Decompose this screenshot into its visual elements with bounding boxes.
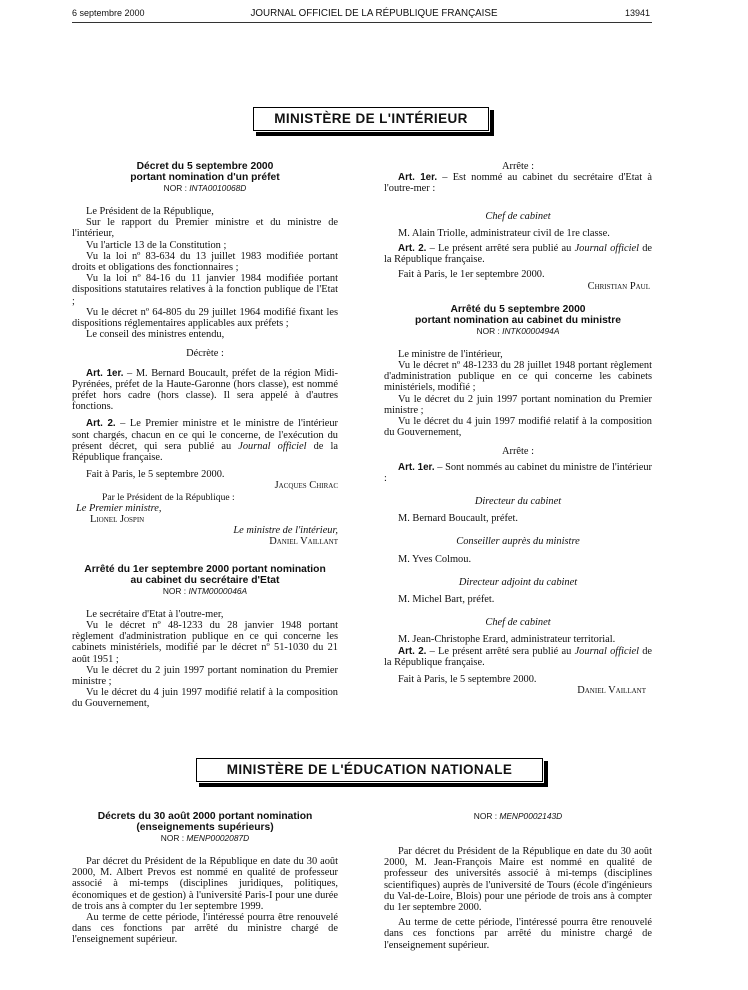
- arrete-2-role: Conseiller auprès du ministre: [456, 536, 580, 548]
- arrete-2-role: Directeur adjoint du cabinet: [458, 576, 578, 588]
- arrete-1-title-line-1: Arrêté du 1er septembre 2000 portant nomination: [84, 563, 326, 575]
- arrete-2-title-line-2: portant nomination au cabinet du ministre: [415, 314, 621, 326]
- par-le-president: Par le Président de la République :: [102, 491, 235, 503]
- arrete-2-nominee: M. Michel Bart, préfet.: [398, 594, 495, 606]
- arrete-2-nominee: M. Bernard Boucault, préfet.: [398, 513, 519, 525]
- arrete-2-para: Vu le décret du 2 juin 1997 portant nomination du Premier ministre ;: [384, 393, 652, 416]
- arrete-1-para: Le secrétaire d'Etat à l'outre-mer,: [86, 608, 224, 620]
- arrete-1-article-1: Art. 1er. – Est nommé au cabinet du secrétaire d'Etat à l'outre-mer :: [384, 172, 652, 195]
- arrete-1-nor: NOR : INTM0000046A: [162, 585, 248, 596]
- decret-fait: Fait à Paris, le 5 septembre 2000.: [86, 469, 225, 481]
- education-decret-2-para: Au terme de cette période, l'intéressé pourra être renouvelé dans ces fonctions par arrêté du ministre chargé de l'enseignement supérieur.: [384, 917, 652, 951]
- left-column-interieur: [72, 161, 338, 710]
- arrete-1-fait: Fait à Paris, le 1er septembre 2000.: [398, 269, 545, 281]
- ministre-interieur-label: Le ministre de l'intérieur,: [233, 525, 338, 537]
- decret-para: Vu la loi nº 84-16 du 11 janvier 1984 modifiée portant dispositions statutaires relatives à la fonction publique de l'Etat ;: [72, 273, 338, 307]
- signature-president: Jacques Chirac: [274, 480, 338, 492]
- arrete-1-role: Chef de cabinet: [485, 210, 551, 222]
- education-decret-title: [72, 811, 338, 833]
- arrete-2-arrete-label: Arrête :: [501, 446, 535, 458]
- decret-para: Vu le décret nº 64-805 du 29 juillet 1964 modifié fixant les dispositions réglementaires applicables aux préfets ;: [72, 306, 338, 330]
- arrete-2-article-1: Art. 1er. – Sont nommés au cabinet du ministre de l'intérieur :: [384, 461, 652, 484]
- education-decret-2-nor: NOR : MENP0002143D: [473, 811, 563, 821]
- education-decret-1-para: Au terme de cette période, l'intéressé pourra être renouvelé dans ces fonctions par arrêté du ministre chargé de l'enseignement supérieur.: [72, 912, 338, 946]
- education-decret-title-line-1: Décrets du 30 août 2000 portant nomination: [97, 811, 313, 822]
- decret-title-line-1: Décret du 5 septembre 2000: [136, 161, 274, 172]
- signature-secretaire-etat: Christian Paul: [587, 280, 650, 292]
- arrete-1-para: Vu le décret du 4 juin 1997 modifié relatif à la composition du Gouvernement,: [72, 687, 338, 710]
- header-rule: [72, 22, 652, 23]
- decrete-label: Décrète :: [186, 348, 224, 360]
- education-decret-1-nor: NOR : MENP0002087D: [160, 833, 250, 843]
- decret-nor: NOR : INTA0010068D: [163, 183, 247, 193]
- decret-para: Vu la loi nº 83-634 du 13 juillet 1983 modifiée portant droits et obligations des fonctionnaires ;: [72, 250, 338, 274]
- arrete-2-para: Vu le décret nº 48-1233 du 28 juillet 1948 portant règlement d'administration publique en ce qui concerne les cabinets ministériels, modifié ;: [384, 360, 652, 394]
- decret-para: Le Président de la République,: [86, 206, 214, 217]
- right-column-education: [384, 811, 652, 951]
- arrete-2-role: Chef de cabinet: [485, 617, 551, 629]
- arrete-1-title-line-2: au cabinet du secrétaire d'Etat: [130, 574, 280, 586]
- decret-article-1: Art. 1er. – M. Bernard Boucault, préfet de la région Midi-Pyrénées, préfet de la Haute-Garonne (hors classe), est nommé préfet hors cadre (hors classe). Il sera appelé à d'autres fonctions.: [72, 367, 338, 413]
- arrete-1-para: Vu le décret du 2 juin 1997 portant nomination du Premier ministre ;: [72, 664, 338, 687]
- arrete-2-fait: Fait à Paris, le 5 septembre 2000.: [398, 674, 537, 686]
- arrete-2-role: Directeur du cabinet: [474, 496, 562, 508]
- arrete-2-nor: NOR : INTK0000494A: [476, 325, 560, 336]
- decret-title: [72, 161, 338, 183]
- arrete-2-para: Le ministre de l'intérieur,: [398, 348, 503, 360]
- arrete-1-para: Vu le décret nº 48-1233 du 28 janvier 1948 portant règlement d'administration publique en ce qui concerne les cabinets ministériels, modifié par le décret nº 51-1030 du 21 août 1951 ;: [72, 619, 338, 665]
- arrete-2-title: [384, 304, 652, 326]
- arrete-1-article-2: Art. 2. – Le présent arrêté sera publié au Journal officiel de la République française.: [384, 243, 653, 266]
- ministry-education-heading: MINISTÈRE DE L'ÉDUCATION NATIONALE: [196, 758, 543, 782]
- education-decret-2-para: Par décret du Président de la République en date du 30 août 2000, M. Jean-François Maire est nommé en qualité de professeur des universités associé à mi-temps (disciplines scientifiques) auprès de l'université de Tours (école d'ingénieurs du Val-de-Loire, Blois) pour une période de trois ans à compter du 1er septembre 2000.: [384, 846, 652, 914]
- arrete-2-title-line-1: Arrêté du 5 septembre 2000: [450, 303, 586, 315]
- arrete-1-nominee: M. Alain Triolle, administrateur civil de 1re classe.: [398, 227, 610, 239]
- decret-para: Le conseil des ministres entendu,: [86, 329, 225, 341]
- ministry-interieur-heading: MINISTÈRE DE L'INTÉRIEUR: [253, 107, 489, 131]
- header-journal-title: JOURNAL OFFICIEL DE LA RÉPUBLIQUE FRANÇAISE: [250, 8, 498, 19]
- right-column-interieur: [384, 161, 652, 697]
- header-page-number: 13941: [624, 8, 650, 18]
- decret-para: Sur le rapport du Premier ministre et du ministre de l'intérieur,: [72, 217, 338, 240]
- signature-ministre-interieur: Daniel Vaillant: [269, 536, 338, 548]
- arrete-2-nominee: M. Yves Colmou.: [398, 553, 472, 565]
- premier-ministre-label: Le Premier ministre,: [76, 502, 162, 514]
- arrete-1-arrete-label: Arrête :: [501, 161, 535, 172]
- left-column-education: [72, 811, 338, 946]
- decret-title-line-2: portant nomination d'un préfet: [130, 172, 280, 183]
- education-decret-1-para: Par décret du Président de la République en date du 30 août 2000, M. Albert Prevos est nommé en qualité de professeur associé à mi-temps (disciplines juridiques, politiques, économiques et de gestion) à l'université Paris-I pour une durée de trois ans à compter du 1er septembre 1999.: [72, 856, 338, 912]
- arrete-2-para: Vu le décret du 4 juin 1997 modifié relatif à la composition du Gouvernement,: [384, 416, 652, 439]
- education-decret-title-line-2: (enseignements supérieurs): [136, 822, 274, 833]
- decret-para: Vu l'article 13 de la Constitution ;: [86, 239, 227, 251]
- arrete-2-nominee: M. Jean-Christophe Erard, administrateur territorial.: [398, 634, 616, 646]
- decret-article-2: Art. 2. – Le Premier ministre et le ministre de l'intérieur sont chargés, chacun en ce qui le concerne, de l'exécution du présent décret, qui sera publié au Journal officiel de la République française.: [72, 418, 339, 464]
- arrete-1-title: [72, 564, 338, 586]
- signature-ministre: Daniel Vaillant: [577, 685, 646, 697]
- arrete-2-article-2: Art. 2. – Le présent arrêté sera publié au Journal officiel de la République française.: [384, 645, 653, 668]
- header-date: 6 septembre 2000: [72, 8, 145, 18]
- signature-premier-ministre: Lionel Jospin: [90, 514, 145, 526]
